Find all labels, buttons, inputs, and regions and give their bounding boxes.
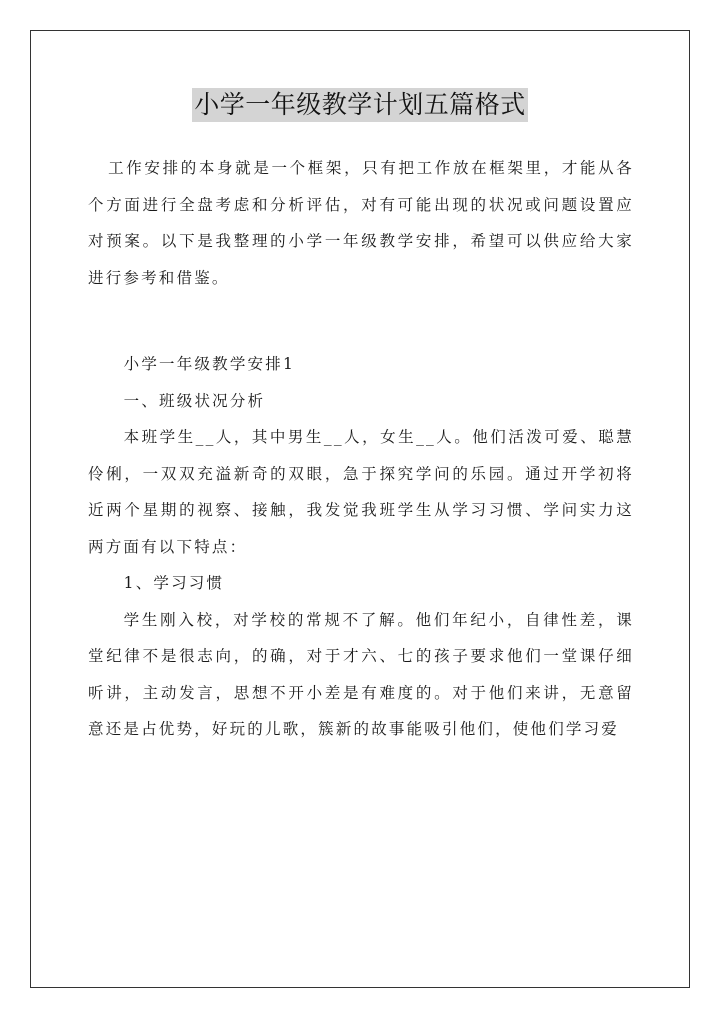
item-heading: 1、学习习惯 — [123, 574, 225, 592]
section-heading: 小学一年级教学安排1 — [123, 355, 296, 373]
class-analysis-paragraph: 本班学生__人，其中男生__人，女生__人。他们活泼可爱、聪慧伶俐，一双双充溢新奇的双眼，急于探究学问的乐园。通过开学初将近两个星期的视察、接触，我发觉我班学生从学习习惯、学问实力这两方面有以下特点： — [88, 428, 634, 556]
document-title: 小学一年级教学计划五篇格式 — [192, 88, 528, 122]
subsection-heading: 一、班级状况分析 — [123, 391, 266, 410]
intro-paragraph: 工作安排的本身就是一个框架，只有把工作放在框架里，才能从各个方面进行全盘考虑和分析评估，对有可能出现的状况或问题设置应对预案。以下是我整理的小学一年级教学安排，希望可以供应给大家进行参考和借鉴。 — [88, 159, 634, 287]
title-container — [0, 88, 720, 122]
habits-paragraph: 学生刚入校，对学校的常规不了解。他们年纪小，自律性差，课堂纪律不是很志向，的确，对于才六、七的孩子要求他们一堂课仔细听讲，主动发言，思想不开小差是有难度的。对于他们来讲，无意留意还是占优势，好玩的儿歌，簇新的故事能吸引他们，使他们学习爱 — [88, 610, 634, 738]
document-body — [88, 150, 634, 748]
